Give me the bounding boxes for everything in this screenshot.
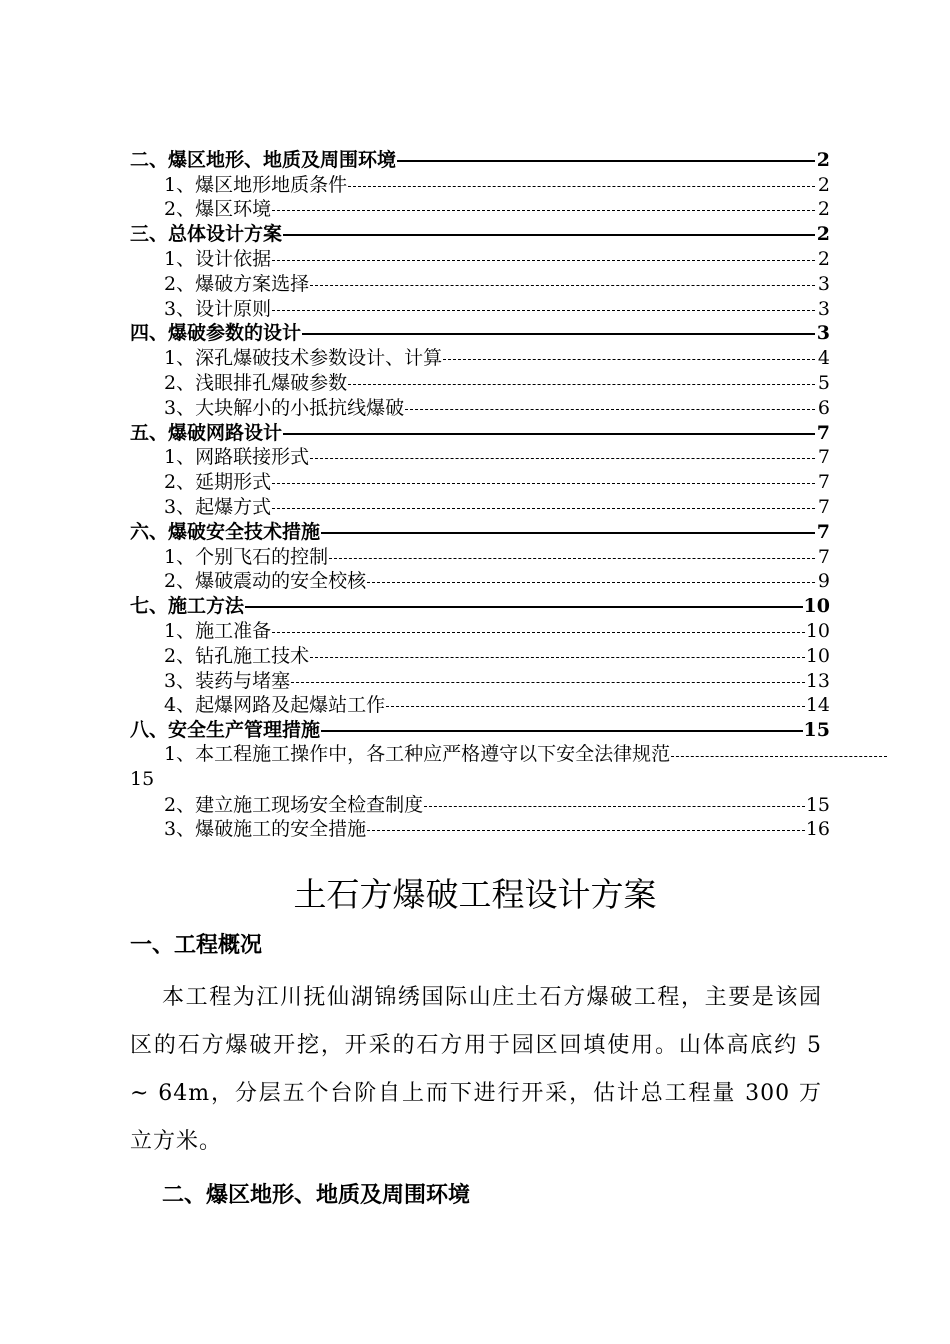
toc-leader-line <box>367 582 815 583</box>
toc-section-entry[interactable] <box>130 271 830 296</box>
toc-page-number: 2 <box>817 247 830 270</box>
toc-leader-line <box>348 384 815 385</box>
toc-page-number: 5 <box>817 371 830 394</box>
toc-section-entry[interactable] <box>130 643 830 668</box>
toc-entry-title: 2、爆破震动的安全校核 <box>164 570 367 593</box>
toc-chapter-entry[interactable] <box>130 420 830 445</box>
toc-entry-title: 1、个别飞石的控制 <box>164 545 329 568</box>
toc-page-number: 7 <box>817 545 830 568</box>
toc-section-entry[interactable] <box>130 296 830 321</box>
table-of-contents <box>130 147 830 841</box>
toc-entry-title: 2、爆区环境 <box>164 198 272 221</box>
toc-chapter-entry[interactable] <box>130 717 830 742</box>
toc-page-number: 2 <box>816 148 830 171</box>
toc-entry-title: 二、爆区地形、地质及周围环境 <box>130 148 397 171</box>
overview-paragraph: 本工程为江川抚仙湖锦绣国际山庄土石方爆破工程，主要是该园区的石方爆破开挖，开采的石方用于园区回填使用。山体高底约 5 ~ 64m，分层五个台阶自上而下进行开采，估计总工程量 300 万立方米。 <box>130 985 822 1154</box>
toc-entry-title: 3、起爆方式 <box>164 495 272 518</box>
toc-leader-line <box>397 160 815 162</box>
toc-entry-title: 四、爆破参数的设计 <box>130 322 302 345</box>
toc-leader-line <box>424 806 805 807</box>
toc-page-number: 16 <box>805 818 830 841</box>
toc-section-entry[interactable] <box>130 395 830 420</box>
toc-leader-line <box>321 730 803 732</box>
toc-entry-title: 1、爆区地形地质条件 <box>164 173 348 196</box>
toc-section-entry[interactable] <box>130 246 830 271</box>
toc-page-number: 15 <box>803 719 830 742</box>
toc-page-number: 13 <box>805 669 830 692</box>
toc-entry-title: 4、起爆网路及起爆站工作 <box>164 694 386 717</box>
toc-page-number: 7 <box>816 520 830 543</box>
toc-page-number: 7 <box>816 421 830 444</box>
toc-entry-title: 2、钻孔施工技术 <box>164 644 310 667</box>
toc-chapter-entry[interactable] <box>130 321 830 346</box>
toc-page-number: 15 <box>130 767 155 790</box>
toc-chapter-entry[interactable] <box>130 593 830 618</box>
toc-chapter-entry[interactable] <box>130 221 830 246</box>
toc-entry-title: 1、施工准备 <box>164 619 272 642</box>
toc-entry-title: 3、装药与堵塞 <box>164 669 291 692</box>
toc-leader-line <box>272 483 815 484</box>
toc-page-number: 10 <box>805 644 830 667</box>
toc-section-entry[interactable] <box>130 345 830 370</box>
toc-entry-title: 3、大块解小的小抵抗线爆破 <box>164 396 405 419</box>
toc-section-entry[interactable] <box>130 569 830 594</box>
toc-entry-title: 2、建立施工现场安全检查制度 <box>164 793 424 816</box>
toc-leader-line <box>671 756 887 757</box>
toc-page-number: 2 <box>817 198 830 221</box>
toc-leader-line <box>272 632 805 633</box>
document-title: 土石方爆破工程设计方案 <box>293 875 657 914</box>
toc-entry-title: 1、深孔爆破技术参数设计、计算 <box>164 347 443 370</box>
toc-page-number: 4 <box>817 347 830 370</box>
toc-entry-title: 3、设计原则 <box>164 297 272 320</box>
toc-leader-line <box>310 657 805 658</box>
toc-page-number: 6 <box>817 396 830 419</box>
toc-leader-line <box>272 310 815 311</box>
section-heading-terrain: 二、爆区地形、地质及周围环境 <box>162 1182 471 1208</box>
toc-section-entry[interactable] <box>130 618 830 643</box>
toc-page-number: 3 <box>817 297 830 320</box>
toc-leader-line <box>283 234 815 236</box>
toc-section-entry-wrapped[interactable] <box>130 742 830 792</box>
toc-entry-title: 1、本工程施工操作中，各工种应严格遵守以下安全法律规范 <box>164 743 671 766</box>
toc-page-number: 10 <box>805 619 830 642</box>
toc-leader-line <box>386 706 805 707</box>
toc-leader-line <box>302 333 815 335</box>
toc-section-entry[interactable] <box>130 693 830 718</box>
toc-page-number: 3 <box>817 272 830 295</box>
toc-chapter-entry[interactable] <box>130 519 830 544</box>
toc-page-number: 9 <box>817 570 830 593</box>
toc-section-entry[interactable] <box>130 172 830 197</box>
toc-section-entry[interactable] <box>130 445 830 470</box>
toc-page-number: 14 <box>805 694 830 717</box>
toc-section-entry[interactable] <box>130 668 830 693</box>
toc-entry-title: 2、延期形式 <box>164 471 272 494</box>
toc-leader-line <box>283 433 815 435</box>
toc-leader-line <box>272 508 815 509</box>
toc-section-entry[interactable] <box>130 792 830 817</box>
toc-page-number: 2 <box>817 173 830 196</box>
toc-entry-title: 3、爆破施工的安全措施 <box>164 818 367 841</box>
toc-entry-title: 七、施工方法 <box>130 595 245 618</box>
toc-page-number: 3 <box>816 322 830 345</box>
section-heading-overview: 一、工程概况 <box>130 932 263 958</box>
toc-leader-line <box>272 210 815 211</box>
toc-entry-title: 五、爆破网路设计 <box>130 421 283 444</box>
toc-leader-line <box>329 558 815 559</box>
toc-entry-title: 三、总体设计方案 <box>130 223 283 246</box>
toc-section-entry[interactable] <box>130 197 830 222</box>
toc-section-entry[interactable] <box>130 817 830 842</box>
toc-entry-title: 2、爆破方案选择 <box>164 272 310 295</box>
toc-entry-title: 八、安全生产管理措施 <box>130 719 321 742</box>
toc-entry-title: 2、浅眼排孔爆破参数 <box>164 371 348 394</box>
toc-page-number: 7 <box>817 471 830 494</box>
toc-section-entry[interactable] <box>130 544 830 569</box>
toc-leader-line <box>443 359 815 360</box>
toc-leader-line <box>367 830 805 831</box>
toc-leader-line <box>310 458 815 459</box>
toc-leader-line <box>321 532 815 534</box>
toc-entry-title: 1、网路联接形式 <box>164 446 310 469</box>
toc-page-number: 10 <box>803 595 830 618</box>
toc-leader-line <box>272 260 815 261</box>
toc-section-entry[interactable] <box>130 469 830 494</box>
toc-page-number: 2 <box>816 223 830 246</box>
toc-leader-line <box>310 285 815 286</box>
toc-leader-line <box>291 682 805 683</box>
toc-page-number: 15 <box>805 793 830 816</box>
toc-section-entry[interactable] <box>130 370 830 395</box>
toc-page-number: 7 <box>817 446 830 469</box>
toc-entry-title: 六、爆破安全技术措施 <box>130 520 321 543</box>
toc-section-entry[interactable] <box>130 494 830 519</box>
toc-leader-line <box>348 186 815 187</box>
toc-leader-line <box>405 409 815 410</box>
toc-entry-title: 1、设计依据 <box>164 247 272 270</box>
toc-chapter-entry[interactable] <box>130 147 830 172</box>
toc-leader-line <box>245 606 803 608</box>
toc-page-number: 7 <box>817 495 830 518</box>
